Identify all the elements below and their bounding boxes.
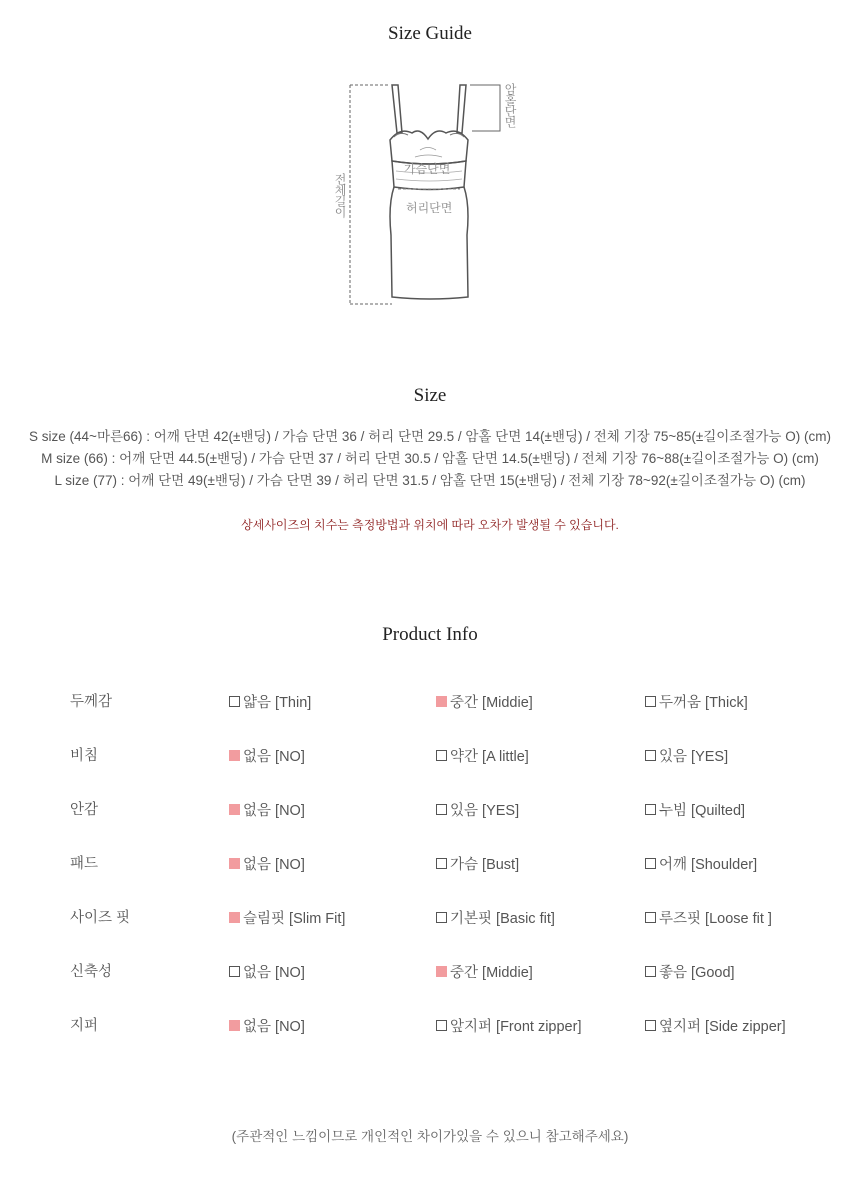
info-option <box>645 1015 786 1036</box>
size-line-m: M size (66) : 어깨 단면 44.5(±밴딩) / 가슴 단면 37 / 허리 단면 30.5 / 암홀 단면 14.5(±밴딩) / 전체 기장 76~88(±길이조절가능 O) (cm) <box>41 451 819 466</box>
size-line-s: S size (44~마른66) : 어깨 단면 42(±밴딩) / 가슴 단면 36 / 허리 단면 29.5 / 암홀 단면 14(±밴딩) / 전체 기장 75~85(±길이조절가능 O) (cm) <box>29 429 831 444</box>
info-row <box>70 852 810 906</box>
info-option-text: 기본핏 [Basic fit] <box>450 911 555 927</box>
info-option-text: 약간 [A little] <box>450 749 529 765</box>
info-option-text: 가슴 [Bust] <box>450 857 520 873</box>
unchecked-box-icon <box>645 966 656 977</box>
checked-box-icon <box>436 966 447 977</box>
info-row <box>70 960 810 1014</box>
info-option-text: 없음 [NO] <box>243 857 305 873</box>
info-option <box>229 799 305 820</box>
info-option-text: 중간 [Middie] <box>450 695 533 711</box>
total-length-label: 전체길이 <box>333 173 347 217</box>
info-option <box>229 691 311 712</box>
info-row-label: 신축성 <box>70 964 113 980</box>
info-option-text: 슬림핏 [Slim Fit] <box>243 911 346 927</box>
info-option-text: 없음 [NO] <box>243 1019 305 1035</box>
info-row-label: 사이즈 핏 <box>70 910 131 926</box>
info-option <box>436 961 533 982</box>
info-option-text: 좋음 [Good] <box>659 965 735 981</box>
info-option-text: 없음 [NO] <box>243 965 305 981</box>
info-option <box>645 961 735 982</box>
checked-box-icon <box>229 1020 240 1031</box>
info-row <box>70 690 810 744</box>
info-option <box>645 691 748 712</box>
info-row <box>70 744 810 798</box>
unchecked-box-icon <box>229 696 240 707</box>
info-option <box>645 799 745 820</box>
unchecked-box-icon <box>645 804 656 815</box>
info-option-text: 중간 [Middie] <box>450 965 533 981</box>
info-row-label: 두께감 <box>70 694 113 710</box>
checked-box-icon <box>229 858 240 869</box>
info-option <box>436 799 519 820</box>
waist-label: 허리단면 <box>406 201 453 215</box>
size-title: Size <box>413 385 447 406</box>
size-list <box>0 426 860 492</box>
info-option-text: 옆지퍼 [Side zipper] <box>659 1019 786 1035</box>
info-row-label: 안감 <box>70 802 99 818</box>
info-option <box>645 853 757 874</box>
info-row-label: 비침 <box>70 748 99 764</box>
unchecked-box-icon <box>436 1020 447 1031</box>
unchecked-box-icon <box>645 750 656 761</box>
product-info-table <box>70 690 810 1068</box>
info-row-label: 지퍼 <box>70 1018 99 1034</box>
armhole-label: 암홀단면 <box>503 83 517 127</box>
info-option <box>229 961 305 982</box>
info-option-text: 얇음 [Thin] <box>243 695 312 711</box>
info-option <box>229 745 305 766</box>
info-row <box>70 906 810 960</box>
info-option <box>436 745 529 766</box>
info-option <box>645 745 728 766</box>
info-option-text: 루즈핏 [Loose fit ] <box>659 911 772 927</box>
unchecked-box-icon <box>645 858 656 869</box>
info-option <box>436 907 555 928</box>
info-option-text: 어깨 [Shoulder] <box>659 857 758 873</box>
info-option-text: 누빔 [Quilted] <box>659 803 746 819</box>
checked-box-icon <box>229 750 240 761</box>
info-option-text: 있음 [YES] <box>659 749 729 765</box>
unchecked-box-icon <box>229 966 240 977</box>
info-option <box>229 1015 305 1036</box>
info-option-text: 있음 [YES] <box>450 803 520 819</box>
info-option <box>436 1015 581 1036</box>
checked-box-icon <box>229 804 240 815</box>
info-row <box>70 798 810 852</box>
info-row-label: 패드 <box>70 856 99 872</box>
unchecked-box-icon <box>436 804 447 815</box>
size-line-l: L size (77) : 어깨 단면 49(±밴딩) / 가슴 단면 39 / 허리 단면 31.5 / 암홀 단면 15(±밴딩) / 전체 기장 78~92(±길이조절가능 O) (cm) <box>54 473 806 488</box>
chest-label: 가슴단면 <box>404 162 451 176</box>
info-option <box>436 691 533 712</box>
unchecked-box-icon <box>436 750 447 761</box>
size-disclaimer: 상세사이즈의 치수는 측정방법과 위치에 따라 오차가 발생될 수 있습니다. <box>241 518 619 532</box>
info-option-text: 두꺼움 [Thick] <box>659 695 748 711</box>
dress-diagram <box>320 75 540 315</box>
checked-box-icon <box>436 696 447 707</box>
product-info-title: Product Info <box>382 624 478 645</box>
size-guide-title: Size Guide <box>388 23 472 44</box>
info-row <box>70 1014 810 1068</box>
unchecked-box-icon <box>645 1020 656 1031</box>
unchecked-box-icon <box>645 696 656 707</box>
unchecked-box-icon <box>436 912 447 923</box>
info-option <box>645 907 772 928</box>
info-option-text: 앞지퍼 [Front zipper] <box>450 1019 582 1035</box>
info-option-text: 없음 [NO] <box>243 749 305 765</box>
unchecked-box-icon <box>645 912 656 923</box>
info-option <box>229 853 305 874</box>
info-option <box>229 907 345 928</box>
footer-note: (주관적인 느낌이므로 개인적인 차이가있을 수 있으니 참고해주세요) <box>231 1129 629 1144</box>
info-option <box>436 853 519 874</box>
checked-box-icon <box>229 912 240 923</box>
unchecked-box-icon <box>436 858 447 869</box>
info-option-text: 없음 [NO] <box>243 803 305 819</box>
